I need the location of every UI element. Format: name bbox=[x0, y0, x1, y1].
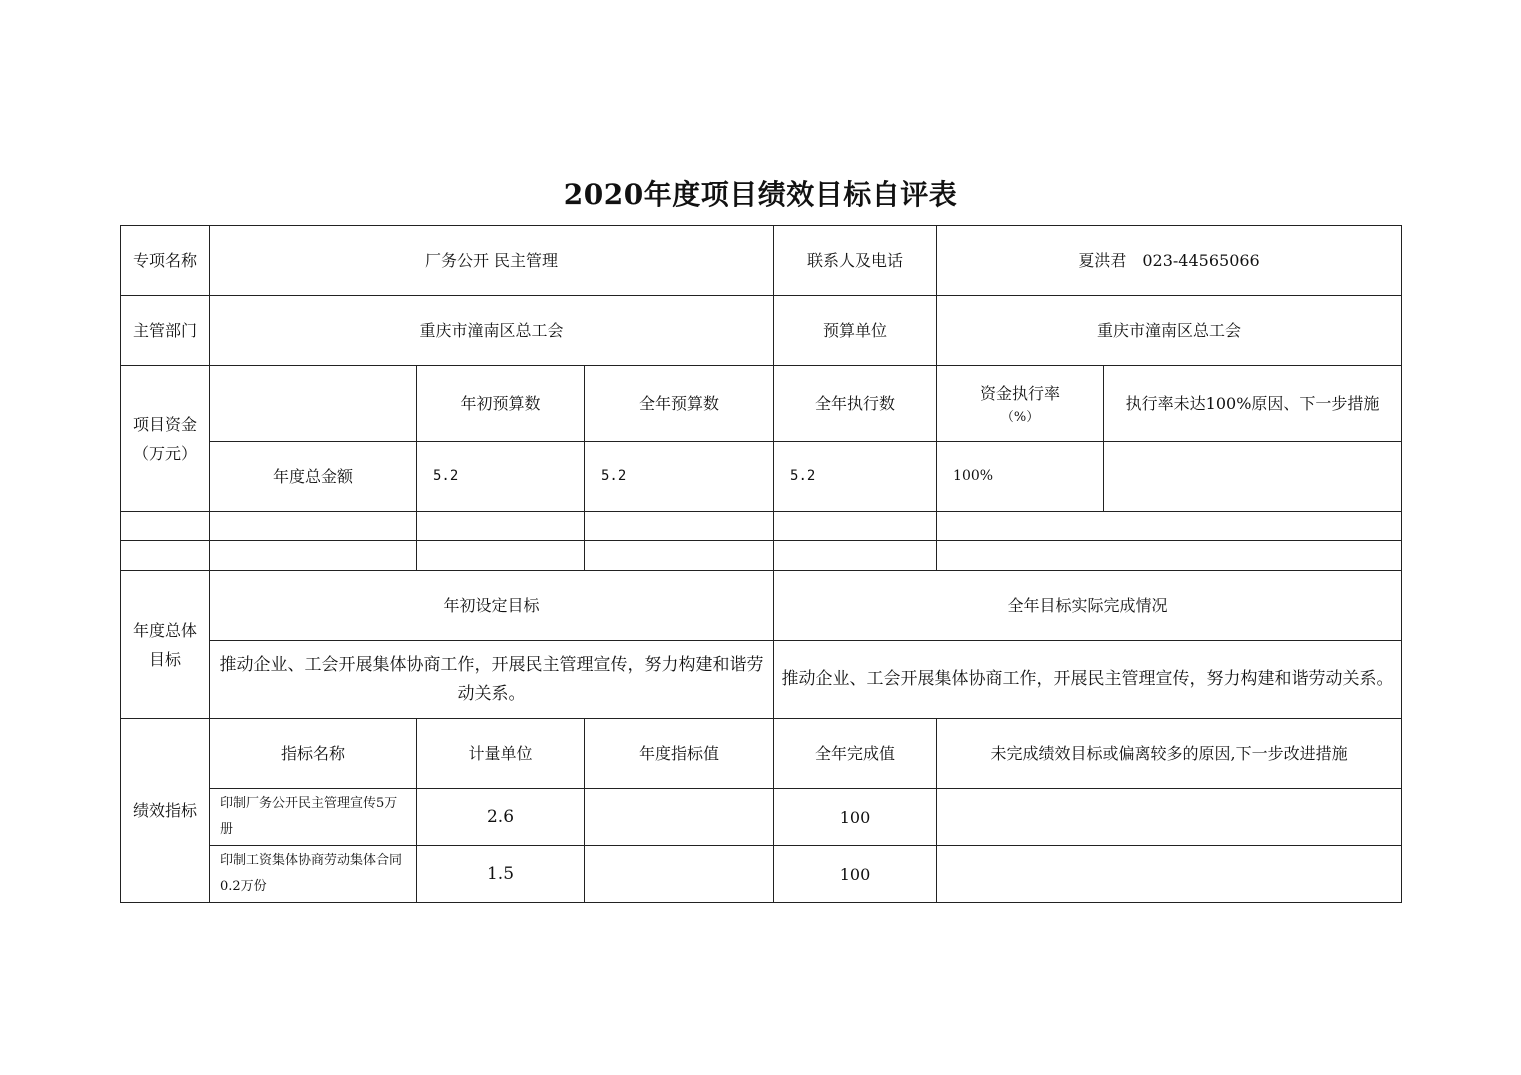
exec-reason-header: 执行率未达100%原因、下一步措施 bbox=[1104, 366, 1402, 442]
total-initial-budget: 5.2 bbox=[417, 442, 585, 512]
table-row bbox=[121, 846, 1402, 903]
indicator-unit: 1.5 bbox=[417, 846, 585, 903]
total-amount-label: 年度总金额 bbox=[210, 442, 417, 512]
indicator-reason-header: 未完成绩效目标或偏离较多的原因,下一步改进措施 bbox=[937, 719, 1402, 789]
goals-actual-text: 推动企业、工会开展集体协商工作，开展民主管理宣传，努力构建和谐劳动关系。 bbox=[774, 641, 1402, 719]
indicators-header-row bbox=[121, 719, 1402, 789]
self-evaluation-table bbox=[120, 225, 1402, 903]
goals-set-text: 推动企业、工会开展集体协商工作，开展民主管理宣传，努力构建和谐劳动关系。 bbox=[210, 641, 774, 719]
exec-rate-unit: （%） bbox=[1000, 410, 1040, 425]
indicator-name-header: 指标名称 bbox=[210, 719, 417, 789]
goals-set-header: 年初设定目标 bbox=[210, 571, 774, 641]
annual-budget-header: 全年预算数 bbox=[585, 366, 774, 442]
table-row bbox=[121, 789, 1402, 846]
funds-header-row bbox=[121, 366, 1402, 442]
page-title: 2020年度项目绩效目标自评表 bbox=[563, 178, 958, 211]
total-annual-budget: 5.2 bbox=[585, 442, 774, 512]
empty-row bbox=[121, 541, 1402, 571]
indicator-target bbox=[585, 846, 774, 903]
indicator-completed: 100 bbox=[774, 846, 937, 903]
project-name-value: 厂务公开 民主管理 bbox=[210, 226, 774, 296]
empty-row bbox=[121, 512, 1402, 541]
goals-header-row bbox=[121, 571, 1402, 641]
indicator-reason bbox=[937, 846, 1402, 903]
indicator-name: 印制厂务公开民主管理宣传5万册 bbox=[210, 789, 417, 846]
exec-rate-title: 资金执行率 bbox=[980, 384, 1061, 403]
indicator-completed: 100 bbox=[774, 789, 937, 846]
indicators-label: 绩效指标 bbox=[121, 719, 210, 903]
contact-label: 联系人及电话 bbox=[774, 226, 937, 296]
goals-label: 年度总体目标 bbox=[121, 571, 210, 719]
indicator-completed-header: 全年完成值 bbox=[774, 719, 937, 789]
initial-budget-header: 年初预算数 bbox=[417, 366, 585, 442]
indicator-name: 印制工资集体协商劳动集体合同0.2万份 bbox=[210, 846, 417, 903]
budget-unit-value: 重庆市潼南区总工会 bbox=[937, 296, 1402, 366]
contact-value: 夏洪君 023-44565066 bbox=[937, 226, 1402, 296]
total-exec-reason bbox=[1104, 442, 1402, 512]
total-annual-execution: 5.2 bbox=[774, 442, 937, 512]
project-name-label: 专项名称 bbox=[121, 226, 210, 296]
funds-label: 项目资金（万元） bbox=[121, 366, 210, 512]
total-exec-rate: 100% bbox=[937, 442, 1104, 512]
indicator-unit: 2.6 bbox=[417, 789, 585, 846]
indicator-unit-header: 计量单位 bbox=[417, 719, 585, 789]
indicator-target-header: 年度指标值 bbox=[585, 719, 774, 789]
funds-header-blank bbox=[210, 366, 417, 442]
funds-total-row bbox=[121, 442, 1402, 512]
department-value: 重庆市潼南区总工会 bbox=[210, 296, 774, 366]
department-label: 主管部门 bbox=[121, 296, 210, 366]
goals-content-row bbox=[121, 641, 1402, 719]
indicator-target bbox=[585, 789, 774, 846]
project-name-row bbox=[121, 226, 1402, 296]
exec-rate-header bbox=[937, 366, 1104, 442]
indicator-reason bbox=[937, 789, 1402, 846]
budget-unit-label: 预算单位 bbox=[774, 296, 937, 366]
department-row bbox=[121, 296, 1402, 366]
annual-execution-header: 全年执行数 bbox=[774, 366, 937, 442]
goals-actual-header: 全年目标实际完成情况 bbox=[774, 571, 1402, 641]
